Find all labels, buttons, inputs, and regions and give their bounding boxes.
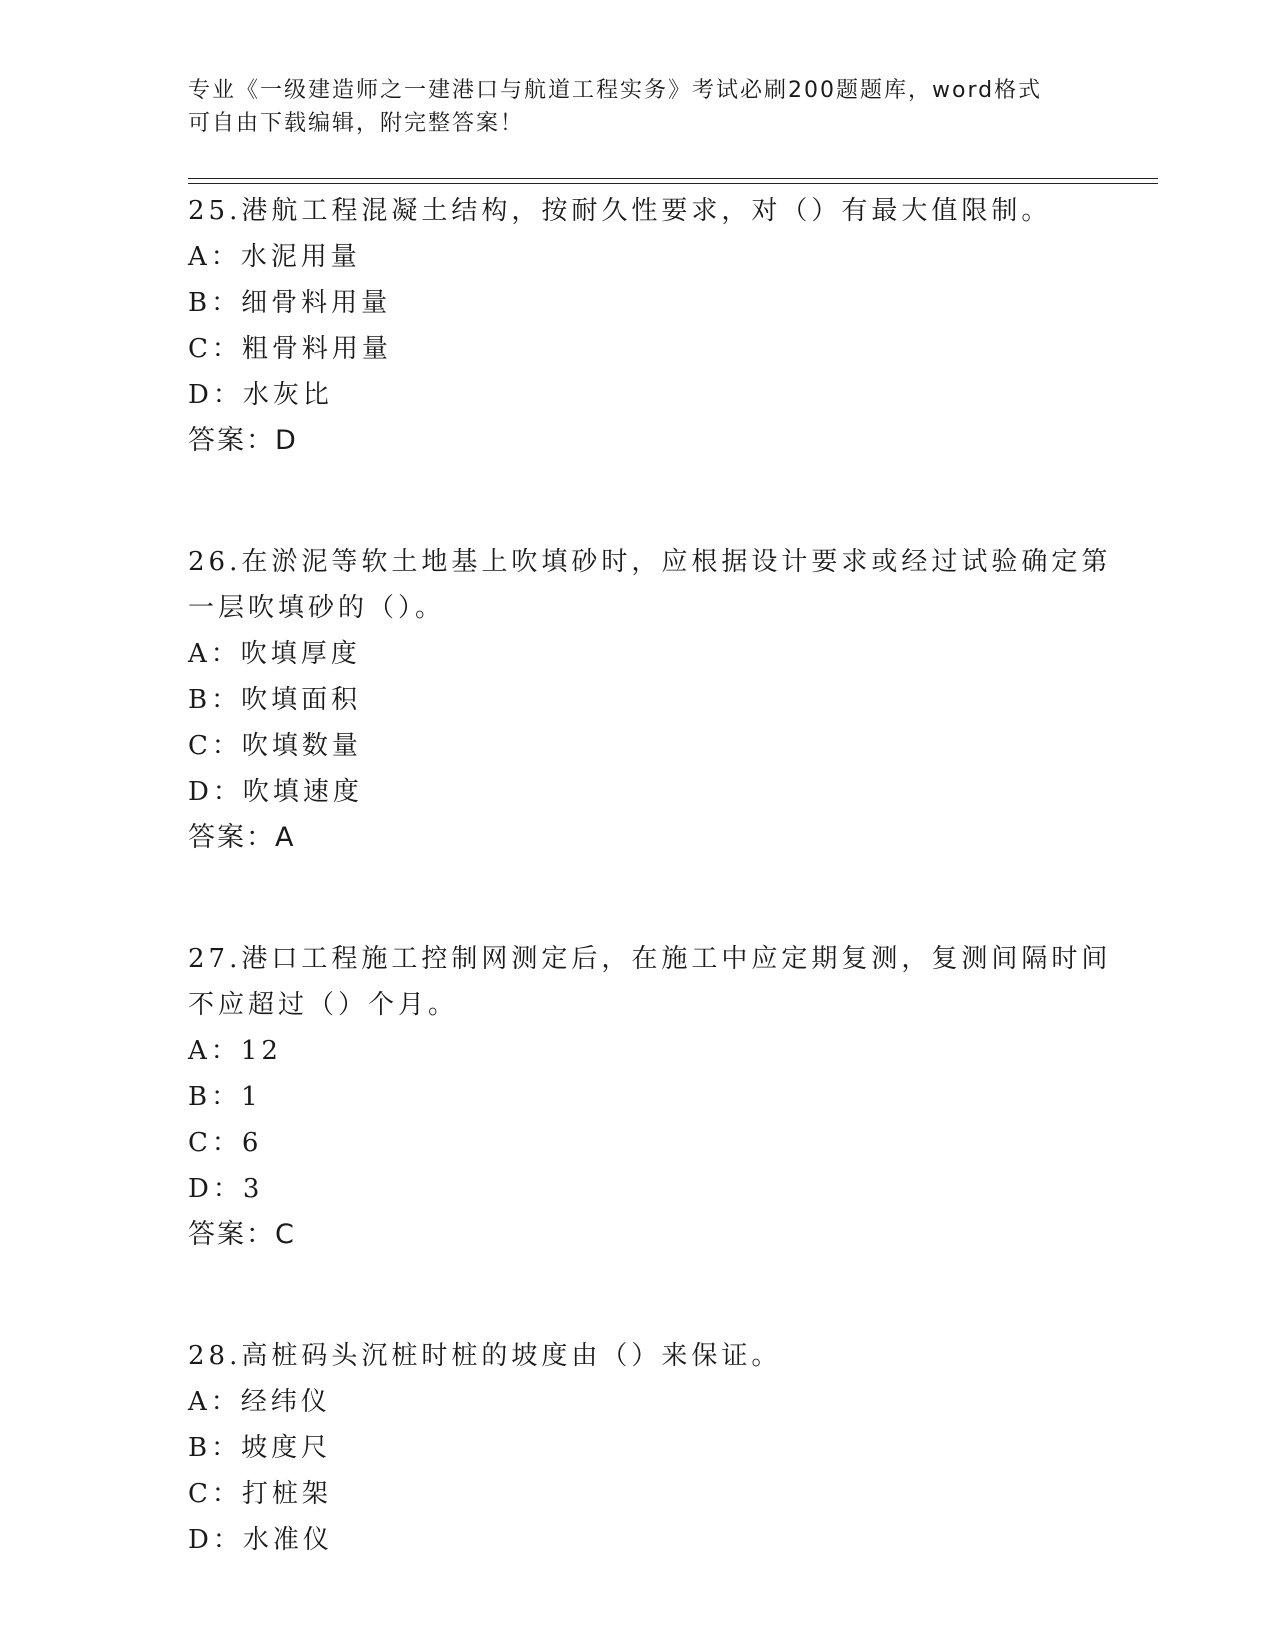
question-text-continued: 一层吹填砂的（）。 (188, 593, 446, 623)
header-divider-bottom (188, 183, 1158, 184)
option-a: A：吹填厚度 (188, 639, 361, 669)
question-text: 28.高桩码头沉桩时桩的坡度由（）来保证。 (188, 1341, 782, 1371)
option-b: B：细骨料用量 (188, 288, 392, 318)
answer-text: 答案：D (188, 425, 298, 456)
option-d: D：水准仪 (188, 1525, 333, 1555)
question-list (188, 188, 1112, 1563)
question-text-continued: 不应超过（）个月。 (188, 990, 459, 1020)
header-line-2: 可自由下载编辑，附完整答案！ (188, 111, 525, 136)
answer-text: 答案：A (188, 822, 296, 853)
question-block (188, 188, 1088, 464)
option-a: A：经纬仪 (188, 1387, 331, 1417)
option-d: D：吹填速度 (188, 777, 363, 807)
document-header (188, 74, 1068, 140)
question-text: 27.港口工程施工控制网测定后，在施工中应定期复测，复测间隔时间 (188, 944, 1112, 974)
option-b: B：吹填面积 (188, 685, 362, 715)
answer-text: 答案：C (188, 1219, 296, 1250)
option-c: C：6 (188, 1128, 263, 1158)
option-b: B：1 (188, 1082, 262, 1112)
question-block (188, 936, 1112, 1258)
option-c: C：吹填数量 (188, 731, 362, 761)
option-c: C：粗骨料用量 (188, 334, 392, 364)
question-block (188, 1333, 1088, 1563)
option-d: D：水灰比 (188, 380, 333, 410)
option-d: D：3 (188, 1174, 264, 1204)
option-a: A：12 (188, 1036, 282, 1066)
option-b: B：坡度尺 (188, 1433, 332, 1463)
option-a: A：水泥用量 (188, 242, 361, 272)
question-text: 25.港航工程混凝土结构，按耐久性要求，对（）有最大值限制。 (188, 196, 1052, 226)
header-divider-top (188, 178, 1158, 179)
question-block (188, 539, 1112, 861)
header-line-1: 专业《一级建造师之一建港口与航道工程实务》考试必刷200题题库，word格式 (188, 78, 1043, 103)
question-text: 26.在淤泥等软土地基上吹填砂时，应根据设计要求或经过试验确定第 (188, 547, 1112, 577)
option-c: C：打桩架 (188, 1479, 332, 1509)
